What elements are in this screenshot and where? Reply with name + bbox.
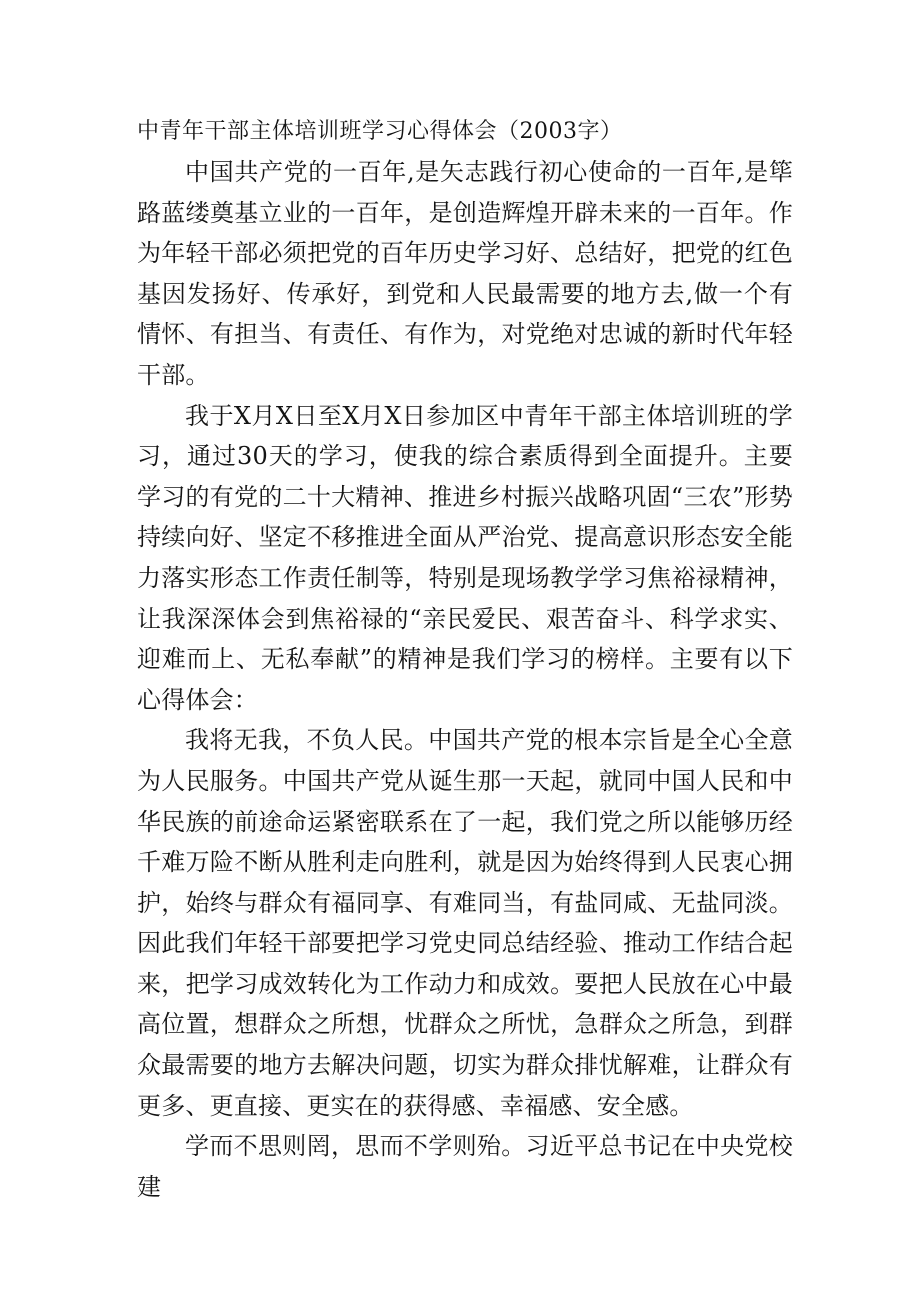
document-title: 中青年干部主体培训班学习心得体会（2003字）: [137, 119, 623, 144]
paragraph-1: 中国共产党的一百年,是矢志践行初心使命的一百年,是筚路蓝缕奠基立业的一百年，是创造辉煌开辟未来的一百年。作为年轻干部必须把党的百年历史学习好、总结好，把党的红色基因发扬好、传承好，到党和人民最需要的地方去,做一个有情怀、有担当、有责任、有作为，对党绝对忠诚的新时代年轻干部。: [137, 158, 793, 389]
paragraph-2: 我于X月X日至X月X日参加区中青年干部主体培训班的学习，通过30天的学习，使我的综合素质得到全面提升。主要学习的有党的二十大精神、推进乡村振兴战略巩固“三农”形势持续向好、坚定不移推进全面从严治党、提高意识形态安全能力落实形态工作责任制等，特别是现场教学学习焦裕禄精神，让我深深体会到焦裕禄的“亲民爱民、艰苦奋斗、科学求实、迎难而上、无私奉献”的精神是我们学习的榜样。主要有以下心得体会：: [137, 401, 793, 714]
paragraph-4: 学而不思则罔，思而不学则殆。习近平总书记在中央党校建: [137, 1132, 793, 1201]
paragraph-3: 我将无我，不负人民。中国共产党的根本宗旨是全心全意为人民服务。中国共产党从诞生那一天起，就同中国人民和中华民族的前途命运紧密联系在了一起，我们党之所以能够历经千难万险不断从胜利走向胜利，就是因为始终得到人民衷心拥护，始终与群众有福同享、有难同当，有盐同咸、无盐同淡。因此我们年轻干部要把学习党史同总结经验、推动工作结合起来，把学习成效转化为工作动力和成效。要把人民放在心中最高位置，想群众之所想，忧群众之所忧，急群众之所急，到群众最需要的地方去解决问题，切实为群众排忧解难，让群众有更多、更直接、更实在的获得感、幸福感、安全感。: [137, 726, 793, 1120]
document-page: [137, 112, 793, 1207]
